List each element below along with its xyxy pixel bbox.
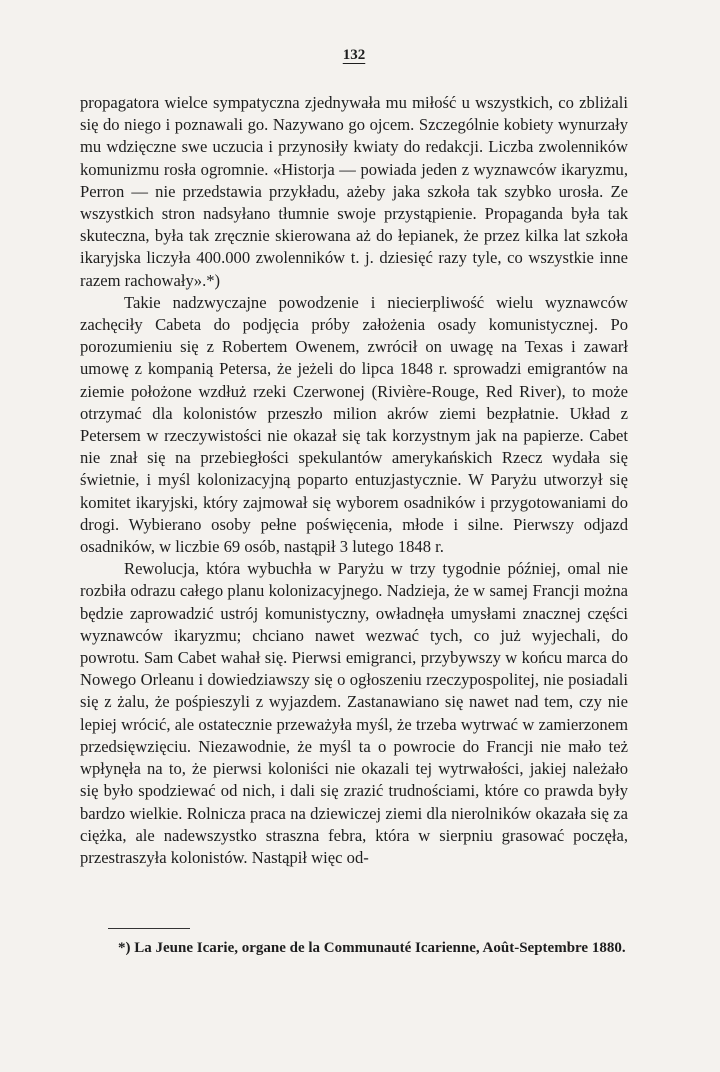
paragraph: propagatora wielce sympatyczna zjednywała mu miłość u wszystkich, co zbliżali się do niego i poznawali go. Nazywano go ojcem. Szczególnie kobiety wynurzały mu wdzięczne swe uczucia i przynosiły kwiaty do redakcji. Liczba zwolenników komunizmu rosła ogromnie. «Historja — powiada jeden z wyznawców ikaryzmu, Perron — nie przedstawia przykładu, ażeby jaka szkoła tak szybko urosła. Ze wszystkich stron nadsyłano tłumnie swoje przystąpienie. Propaganda była tak skuteczna, była tak zręcznie skierowana aż do łepianek, że przez kilka lat szkoła ikaryjska liczyła 400.000 zwolenników t. j. dziesięć razy tyle, co wszystkie inne razem rachowały».*)	[80, 93, 628, 290]
footnote: *) La Jeune Icarie, organe de la Communauté Icarienne, Août-Septembre 1880.	[118, 940, 626, 956]
page-number: 132	[342, 47, 366, 63]
footnote-divider	[108, 928, 190, 929]
body-text	[80, 92, 628, 869]
paragraph: Rewolucja, która wybuchła w Paryżu w trzy tygodnie później, omal nie rozbiła odrazu całego planu kolonizacyjnego. Nadzieja, że w samej Francji można będzie zaprowadzić ustrój komunistyczny, owładnęła umysłami znacznej części wyznawców ikaryzmu; chciano nawet wezwać tych, co już wyjechali, do powrotu. Sam Cabet wahał się. Pierwsi emigranci, przybywszy w końcu marca do Nowego Orleanu i dowiedziawszy się o ogłoszeniu rzeczypospolitej, nie posiadali się z żalu, że pośpieszyli z wyjazdem. Zastanawiano się nawet nad tem, czy nie lepiej wrócić, ale ostatecznie przeważyła myśl, że trzeba wytrwać w zamierzonem przedsięwzięciu. Niezawodnie, że myśl ta o powrocie do Francji nie mało też wpłynęła na to, że pierwsi koloniści nie okazali tej wytrwałości, jakiej należało się było spodziewać od nich, i dali się zrazić trudnościami, które co prawda były bardzo wielkie. Rolnicza praca na dziewiczej ziemi dla nierolników okazała się za ciężka, ale nadewszystko straszna febra, która w sierpniu grasować poczęła, przestraszyła kolonistów. Nastąpił więc od-	[80, 559, 628, 867]
paragraph: Takie nadzwyczajne powodzenie i niecierpliwość wielu wyznawców zachęciły Cabeta do podjęcia próby założenia osady komunistycznej. Po porozumieniu się z Robertem Owenem, zwrócił on uwagę na Texas i zawarł umowę z kompanią Petersa, że jeżeli do lipca 1848 r. sprowadzi emigrantów na ziemie położone wzdłuż rzeki Czerwonej (Rivière-Rouge, Red River), to może otrzymać dla kolonistów przeszło milion akrów ziemi bezpłatnie. Układ z Petersem w rzeczywistości nie okazał się tak korzystnym jak na papierze. Cabet nie znał się na przebiegłości spekulantów amerykańskich Rzecz wydała się świetnie, i myśl kolonizacyjną poparto entuzjastycznie. W Paryżu utworzył się komitet ikaryjski, który zajmował się wyborem osadników i przygotowaniami do drogi. Wybierano osoby pełne poświęcenia, młode i silne. Pierwszy odjazd osadników, w liczbie 69 osób, nastąpił 3 lutego 1848 r.	[80, 292, 628, 557]
